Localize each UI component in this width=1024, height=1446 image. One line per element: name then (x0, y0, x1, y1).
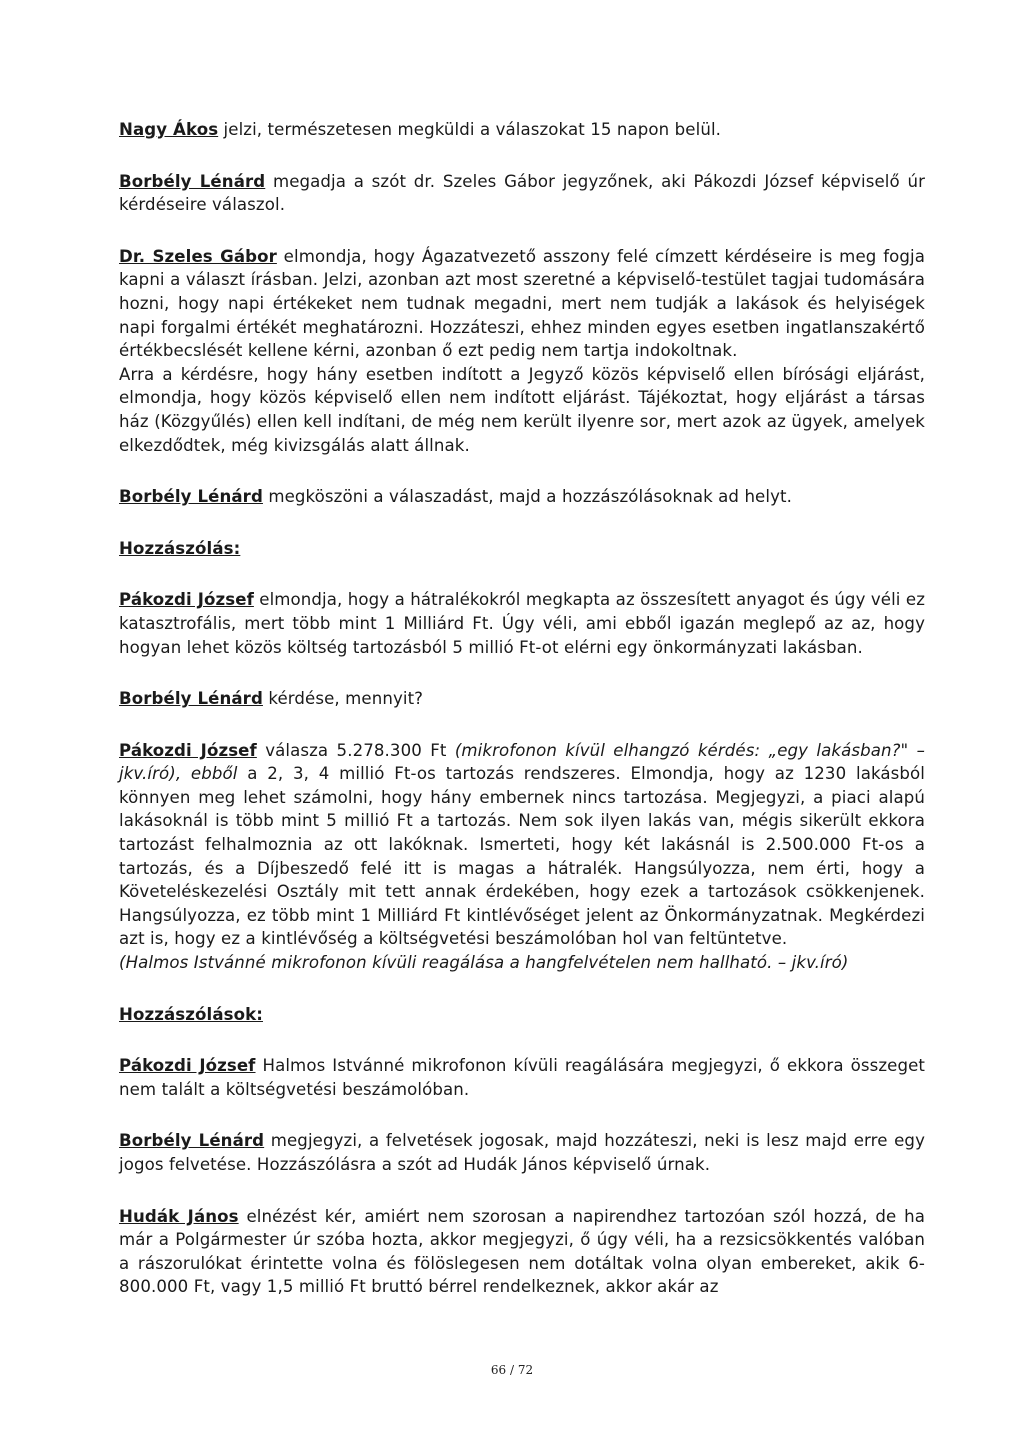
speaker-name: Pákozdi József (119, 740, 257, 760)
speaker-name: Pákozdi József (119, 1056, 256, 1076)
paragraph-borbely-4 (119, 1129, 925, 1176)
paragraph-text: Arra a kérdésre, hogy hány esetben indított a Jegyző közös képviselő ellen bírósági eljárást, elmondja, hogy közös képviselő ellen nem indított eljárást. Tájékoztat, hogy eljárást a társas ház (Közgyűlés) ellen kell indítani, de még nem került ilyenre sor, mert azok az ügyek, amelyek elkezdődtek, még kivizsgálás alatt állnak. (119, 364, 925, 455)
speaker-name: Nagy Ákos (119, 120, 219, 139)
paragraph-borbely-1 (119, 170, 925, 217)
paragraph-text: elmondja, hogy a hátralékokról megkapta az összesített anyagot és úgy véli ez katasztrofális, mert több mint 1 Milliárd Ft. Úgy véli, ami ebből igazán meglepő az az, hogy hogyan lehet közös költség tartozásból 5 millió Ft-ot elérni egy önkormányzati lakásban. (119, 590, 926, 657)
paragraph-text: megadja a szót dr. Szeles Gábor jegyzőnek, aki Pákozdi József képviselő úr kérdéseire válaszol. (119, 171, 925, 215)
italic-note: (Halmos Istvánné mikrofonon kívüli reagálása a hangfelvételen nem hallható. – jkv.író) (119, 953, 849, 973)
paragraph-text: Halmos Istvánné mikrofonon kívüli reagálására megjegyzi, ő ekkora összeget nem talált a költségvetési beszámolóban. (119, 1056, 925, 1099)
speaker-name: Hudák János (119, 1206, 239, 1226)
page-number: 66 / 72 (490, 1363, 534, 1377)
section-heading-hozzaszolasok: Hozzászólások: (119, 1004, 263, 1024)
paragraph-pakozdi-3 (119, 1054, 925, 1101)
paragraph-text: megköszöni a válaszadást, majd a hozzászólásoknak ad helyt. (262, 487, 792, 507)
paragraph-text: válasza 5.278.300 Ft (256, 740, 455, 760)
paragraph-borbely-3 (119, 687, 925, 711)
paragraph-text: elmondja, hogy Ágazatvezető asszony felé címzett kérdéseire is meg fogja kapni a választ írásban. Jelzi, azonban azt most szeretné a képviselő-testület tagjai tudomására hozni, hogy napi értékeket nem tudnak megadni, mert nem tudják a lakások és helyiségek napi forgalmi értékét meghatározni. Hozzáteszi, ehhez minden egyes esetben ingatlanszakértő értékbecslését kellene kérni, azonban ő ezt pedig nem tartja indokoltnak. (119, 246, 925, 361)
paragraph-borbely-2 (119, 485, 925, 509)
paragraph-note (119, 951, 925, 975)
paragraph-pakozdi-2 (119, 739, 925, 951)
paragraph-text: a 2, 3, 4 millió Ft-os tartozás rendszeres. Elmondja, hogy az 1230 lakásból könnyen meg lehet számolni, hogy hány embernek nincs tartozása. Megjegyzi, a piaci alapú lakásoknál is több mint 5 millió Ft a tartozás. Nem sok ilyen lakás van, mégis sikerült ekkora tartozást felhalmoznia az ott lakóknak. Ismerteti, hogy két lakásnál is 2.500.000 Ft-os a tartozás, és a Díjbeszedő felé itt is magas a hátralék. Hangsúlyozza, nem érti, hogy a Követeléskezelési Osztály mit tett annak érdekében, hogy ezek a tartozások csökkenjenek. Hangsúlyozza, ez több mint 1 Milliárd Ft kintlévőséget jelent az Önkormányzatnak. Megkérdezi azt is, hogy ez a kintlévőség a költségvetési beszámolóban hol van feltüntetve. (119, 764, 925, 949)
speaker-name: Borbély Lénárd (119, 487, 263, 507)
speaker-name: Borbély Lénárd (119, 689, 263, 709)
speaker-name: Dr. Szeles Gábor (119, 246, 277, 266)
paragraph-text: jelzi, természetesen megküldi a válaszokat 15 napon belül. (218, 120, 722, 139)
paragraph-szeles (119, 245, 925, 363)
section-heading-hozzaszolas: Hozzászólás: (119, 538, 241, 558)
paragraph-text: elnézést kér, amiért nem szorosan a napirendhez tartozóan szól hozzá, de ha már a Polgármester úr szóba hozta, akkor megjegyzi, ő úgy véli, ha a rezsicsökkentés valóban a rászorulókat érintette volna és fölöslegesen nem dotáltak volna olyan embereket, akik 6-800.000 Ft, vagy 1,5 millió Ft bruttó bérrel rendelkeznek, akkor akár az (119, 1206, 925, 1297)
italic-note: (mikrofonon kívül elhangzó kérdés: „egy lakásban?" – jkv.író), ebből (119, 740, 926, 784)
speaker-name: Borbély Lénárd (119, 171, 266, 191)
paragraph-text: kérdése, mennyit? (262, 689, 424, 709)
paragraph-text: megjegyzi, a felvetések jogosak, majd hozzáteszi, neki is lesz majd erre egy jogos felvetése. Hozzászólásra a szót ad Hudák János képviselő úrnak. (119, 1131, 925, 1174)
speaker-name: Borbély Lénárd (119, 1131, 265, 1151)
paragraph-hudak (119, 1205, 925, 1299)
paragraph-szeles-continued (119, 363, 925, 457)
speaker-name: Pákozdi József (119, 590, 254, 610)
paragraph-pakozdi-1 (119, 588, 925, 659)
document-body (119, 118, 925, 1299)
paragraph-nagy-akos (119, 118, 925, 142)
